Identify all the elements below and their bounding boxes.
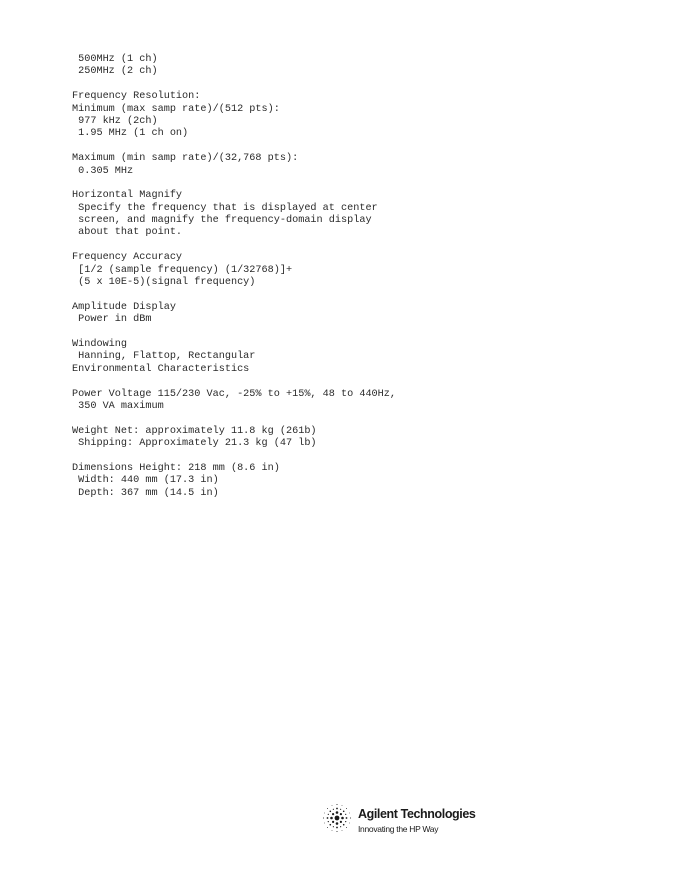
- spec-line: Depth: 367 mm (14.5 in): [72, 487, 219, 499]
- spec-line: Power Voltage 115/230 Vac, -25% to +15%, 48 to 440Hz,: [72, 388, 397, 400]
- spec-block-frequency-accuracy: [72, 252, 632, 289]
- spec-line: Dimensions Height: 218 mm (8.6 in): [72, 462, 280, 474]
- spec-line: [1/2 (sample frequency) (1/32768)]+: [72, 264, 293, 276]
- spec-line: 250MHz (2 ch): [72, 66, 158, 78]
- spec-block-dimensions: [72, 463, 632, 500]
- spec-line: Shipping: Approximately 21.3 kg (47 lb): [72, 438, 317, 450]
- agilent-logo: [320, 801, 520, 841]
- spec-line: Power in dBm: [72, 314, 152, 326]
- spec-block-frequency-resolution: [72, 91, 632, 141]
- spacer: [72, 79, 632, 91]
- spacer: [72, 289, 632, 301]
- spec-block-windowing: [72, 339, 632, 376]
- spec-heading: Frequency Accuracy: [72, 252, 183, 264]
- spec-line: 1.95 MHz (1 ch on): [72, 128, 189, 140]
- spec-line: 0.305 MHz: [72, 165, 134, 177]
- agilent-spark-icon: [320, 801, 354, 835]
- spec-line: Specify the frequency that is displayed at center: [72, 202, 378, 214]
- spec-line: Width: 440 mm (17.3 in): [72, 475, 219, 487]
- brand-name: Agilent Technologies: [358, 807, 476, 821]
- spacer: [72, 141, 632, 153]
- spec-heading: Horizontal Magnify: [72, 190, 183, 202]
- spec-sheet-page: [72, 54, 632, 500]
- spec-heading: Frequency Resolution:: [72, 91, 201, 103]
- spec-line: Minimum (max samp rate)/(512 pts):: [72, 103, 280, 115]
- spacer: [72, 413, 632, 425]
- spec-block-maximum-resolution: [72, 153, 632, 178]
- spec-line: Weight Net: approximately 11.8 kg (261b): [72, 425, 317, 437]
- spacer: [72, 376, 632, 388]
- spec-line: screen, and magnify the frequency-domain display: [72, 215, 372, 227]
- spec-line: 350 VA maximum: [72, 400, 164, 412]
- spec-line: about that point.: [72, 227, 183, 239]
- spec-heading: Amplitude Display: [72, 301, 176, 313]
- brand-tagline: Innovating the HP Way: [358, 824, 439, 834]
- spec-section-heading: Environmental Characteristics: [72, 363, 250, 375]
- spec-line: Maximum (min samp rate)/(32,768 pts):: [72, 153, 299, 165]
- spec-line: (5 x 10E-5)(signal frequency): [72, 277, 256, 289]
- spacer: [72, 451, 632, 463]
- spec-line: 500MHz (1 ch): [72, 54, 158, 65]
- spec-block-bandwidth: [72, 54, 632, 79]
- spacer: [72, 178, 632, 190]
- spacer: [72, 240, 632, 252]
- spec-block-amplitude-display: [72, 302, 632, 327]
- spec-heading: Windowing: [72, 338, 128, 350]
- spec-block-power: [72, 389, 632, 414]
- spacer: [72, 327, 632, 339]
- spec-line: Hanning, Flattop, Rectangular: [72, 351, 256, 363]
- spec-line: 977 kHz (2ch): [72, 115, 158, 127]
- spec-block-weight: [72, 426, 632, 451]
- spec-block-horizontal-magnify: [72, 190, 632, 240]
